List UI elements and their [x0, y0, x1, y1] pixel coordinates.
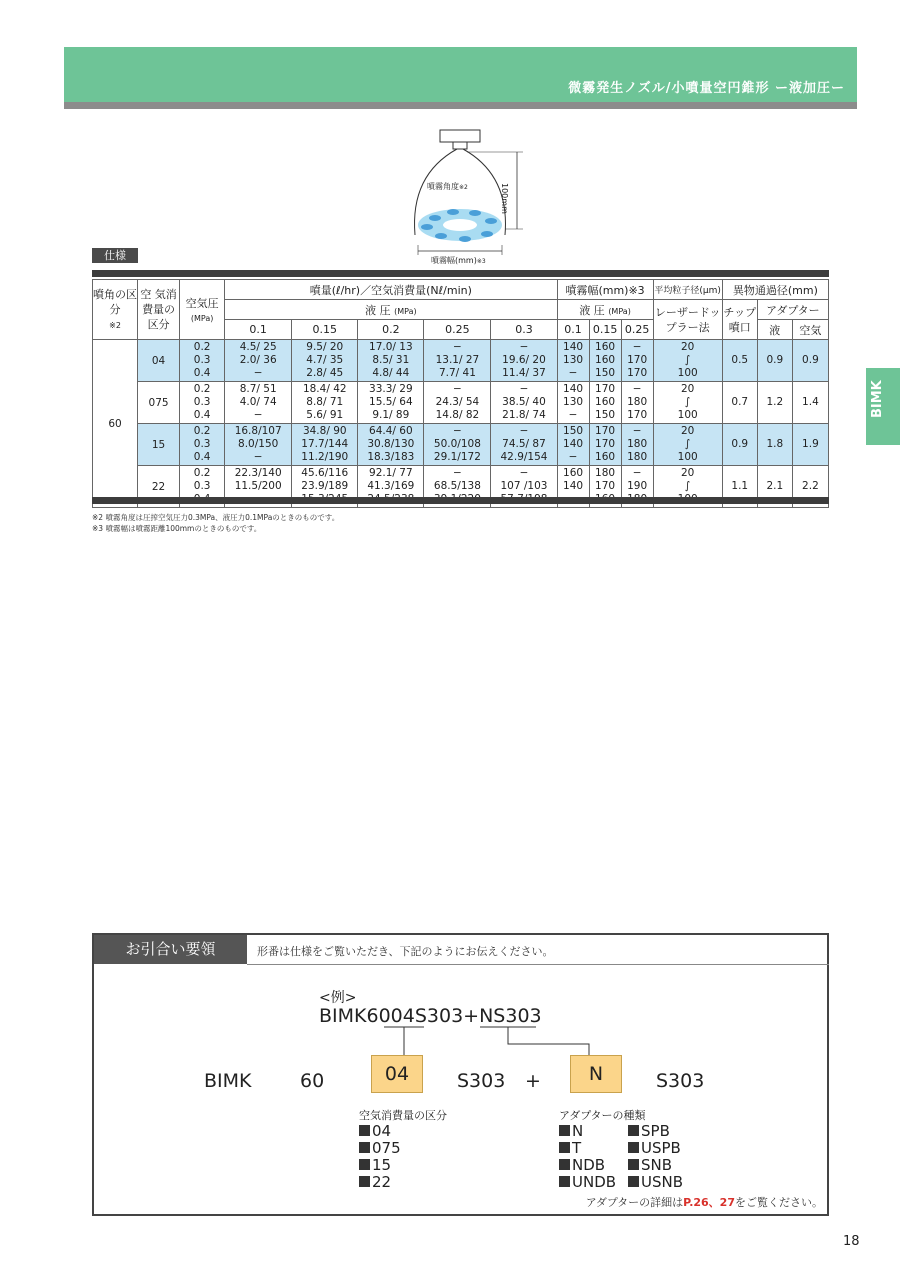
- cell-w015: 160 160 150: [589, 340, 621, 382]
- adapter-list-right: [628, 1123, 683, 1191]
- cell-f015: 34.8/ 90 17.7/144 11.2/190: [292, 424, 358, 466]
- angle-label: 噴霧角度※2: [427, 182, 468, 191]
- cell-w01: 150 140 −: [557, 424, 589, 466]
- cell-f02: 92.1/ 77 41.3/169: [358, 466, 424, 508]
- page-header: [64, 47, 857, 102]
- part-angle: 60: [300, 1070, 325, 1092]
- header-adapter: アダプター: [757, 300, 828, 320]
- cell-air: 0.2 0.3 0.4: [180, 424, 225, 466]
- cell-f03: − 74.5/ 87 42.9/154: [491, 424, 557, 466]
- cell-liq: 1.2: [757, 382, 792, 424]
- cell-w01: 160 140: [557, 466, 589, 508]
- cell-air-ad: 1.9: [792, 424, 828, 466]
- cell-f01: 22.3/140 11.5/200: [225, 466, 292, 508]
- air-class-cell: 04: [138, 340, 180, 382]
- adapter-item: USPB: [628, 1140, 683, 1157]
- cell-tip: 0.7: [722, 382, 757, 424]
- cell-air-ad: 0.9: [792, 340, 828, 382]
- header-passage: 異物通過径(mm): [722, 280, 828, 300]
- spec-table: [92, 279, 829, 508]
- cell-f02: 33.3/ 29 15.5/ 64 9.1/ 89: [358, 382, 424, 424]
- adapter-liquid-header: 液: [757, 320, 792, 340]
- part-series: BIMK: [204, 1070, 252, 1092]
- order-title: お引合い要領: [94, 935, 247, 964]
- header-width: 噴霧幅(mm)※3: [557, 280, 653, 300]
- header-angle: 噴角の区 分 ※2: [93, 280, 138, 340]
- height-label: 100mm: [500, 183, 509, 214]
- angle-cell: 60: [93, 340, 138, 508]
- air-class-item: 04: [359, 1123, 401, 1140]
- footnote: ※2 噴霧角度は圧搾空気圧力0.3MPa、液圧力0.1MPaのときのものです。: [92, 513, 340, 522]
- footnotes: [92, 512, 339, 534]
- cell-w025: − 180 180: [621, 424, 653, 466]
- cell-f015: 45.6/116 23.9/189: [292, 466, 358, 508]
- table-top-bar: [92, 270, 829, 277]
- example-code: BIMK6004S303+NS303: [319, 1005, 542, 1027]
- cell-liq: 0.9: [757, 340, 792, 382]
- cell-w025: − 170 170: [621, 340, 653, 382]
- cell-f025: − 13.1/ 27 7.7/ 41: [424, 340, 491, 382]
- air-class-cell: 15: [138, 424, 180, 466]
- spec-row: [93, 424, 829, 466]
- cell-f01: 8.7/ 51 4.0/ 74 −: [225, 382, 292, 424]
- air-class-cell: 075: [138, 382, 180, 424]
- cell-f03: − 107 /103: [491, 466, 557, 508]
- cell-air-ad: 1.4: [792, 382, 828, 424]
- adapter-item: SPB: [628, 1123, 683, 1140]
- adapter-type-title: アダプターの種類: [559, 1109, 646, 1122]
- wp-col: 0.1: [557, 320, 589, 340]
- cell-f015: 9.5/ 20 4.7/ 35 2.8/ 45: [292, 340, 358, 382]
- cell-f025: − 68.5/138: [424, 466, 491, 508]
- cell-f03: − 19.6/ 20 11.4/ 37: [491, 340, 557, 382]
- cell-f02: 64.4/ 60 30.8/130 18.3/183: [358, 424, 424, 466]
- order-section: [92, 933, 829, 1216]
- cell-w015: 170 160 150: [589, 382, 621, 424]
- header-width-liquid: 液 圧 (MPa): [557, 300, 653, 320]
- cell-w015: 180 170: [589, 466, 621, 508]
- cell-w025: − 190: [621, 466, 653, 508]
- spec-label: 仕様: [92, 248, 138, 263]
- adapter-air-header: 空気: [792, 320, 828, 340]
- cell-tip: 1.1: [722, 466, 757, 508]
- spec-row: [93, 382, 829, 424]
- adapter-list-left: [559, 1123, 616, 1191]
- cell-w025: − 180 170: [621, 382, 653, 424]
- table-bottom-bar: [92, 497, 829, 504]
- cell-f01: 4.5/ 25 2.0/ 36 −: [225, 340, 292, 382]
- adapter-item: USNB: [628, 1174, 683, 1191]
- wp-col: 0.15: [589, 320, 621, 340]
- cell-f015: 18.4/ 42 8.8/ 71 5.6/ 91: [292, 382, 358, 424]
- part-adapter-box: N: [570, 1055, 622, 1093]
- cell-air: 0.2 0.3 0.4: [180, 340, 225, 382]
- part-adapter-spec: S303: [656, 1070, 705, 1092]
- cell-tip: 0.5: [722, 340, 757, 382]
- cell-w01: 140 130 −: [557, 382, 589, 424]
- adapter-detail-note: アダプターの詳細はP.26、27をご覧ください。: [585, 1196, 823, 1209]
- cell-liq: 1.8: [757, 424, 792, 466]
- part-spec: S303: [457, 1070, 506, 1092]
- cell-tip: 0.9: [722, 424, 757, 466]
- cell-air-ad: 2.2: [792, 466, 828, 508]
- example-label: <例>: [319, 990, 357, 1006]
- header-air-pressure: 空気圧 (MPa): [180, 280, 225, 340]
- adapter-item: UNDB: [559, 1174, 616, 1191]
- lp-col: 0.25: [424, 320, 491, 340]
- header-title: 微霧発生ノズル/小噴量空円錐形 ー液加圧ー: [568, 81, 845, 96]
- adapter-item: SNB: [628, 1157, 683, 1174]
- header-air-class: 空 気消費量の区分: [138, 280, 180, 340]
- cell-f02: 17.0/ 13 8.5/ 31 4.8/ 44: [358, 340, 424, 382]
- cell-particle: 20 ∫ 100: [653, 340, 722, 382]
- adapter-item: NDB: [559, 1157, 616, 1174]
- cell-f025: − 24.3/ 54 14.8/ 82: [424, 382, 491, 424]
- footnote: ※3 噴霧幅は噴霧距離100mmのときのものです。: [92, 524, 262, 533]
- air-class-item: 22: [359, 1174, 401, 1191]
- header-tip: チップ噴口: [722, 300, 757, 340]
- lp-col: 0.1: [225, 320, 292, 340]
- part-plus: +: [525, 1070, 541, 1092]
- lp-col: 0.3: [491, 320, 557, 340]
- page-reference[interactable]: P.26、27: [683, 1196, 735, 1209]
- wp-col: 0.25: [621, 320, 653, 340]
- cell-f03: − 38.5/ 40 21.8/ 74: [491, 382, 557, 424]
- cell-particle: 20 ∫ 100: [653, 424, 722, 466]
- width-label: 噴霧幅(mm)※3: [431, 256, 486, 265]
- adapter-item: N: [559, 1123, 616, 1140]
- header-laser: レーザードップラー法: [653, 300, 722, 340]
- air-class-title: 空気消費量の区分: [359, 1109, 447, 1122]
- side-tab: BIMK: [866, 368, 900, 445]
- air-class-cell: 22: [138, 466, 180, 508]
- air-class-item: 075: [359, 1140, 401, 1157]
- cell-w015: 170 170 160: [589, 424, 621, 466]
- cell-liq: 2.1: [757, 466, 792, 508]
- air-class-list: [359, 1123, 401, 1191]
- lp-col: 0.15: [292, 320, 358, 340]
- order-hint: 形番は仕様をご覧いただき、下記のようにお伝えください。: [257, 945, 554, 958]
- air-class-item: 15: [359, 1157, 401, 1174]
- cell-air: 0.2 0.3: [180, 466, 225, 508]
- page-number: 18: [843, 1234, 860, 1249]
- header-particle: 平均粒子径(μm): [653, 280, 722, 300]
- cell-particle: 20 ∫: [653, 466, 722, 508]
- header-underline: [64, 102, 857, 109]
- cell-w01: 140 130 −: [557, 340, 589, 382]
- header-flow: 噴量(ℓ/hr)／空気消費量(Nℓ/min): [225, 280, 557, 300]
- lp-col: 0.2: [358, 320, 424, 340]
- part-air-class-box: 04: [371, 1055, 423, 1093]
- adapter-item: T: [559, 1140, 616, 1157]
- cell-air: 0.2 0.3 0.4: [180, 382, 225, 424]
- spec-row: [93, 340, 829, 382]
- cell-f025: − 50.0/108 29.1/172: [424, 424, 491, 466]
- nozzle-diagram: [405, 125, 545, 265]
- cell-f01: 16.8/107 8.0/150 −: [225, 424, 292, 466]
- header-liquid-pressure: 液 圧 (MPa): [225, 300, 557, 320]
- cell-particle: 20 ∫ 100: [653, 382, 722, 424]
